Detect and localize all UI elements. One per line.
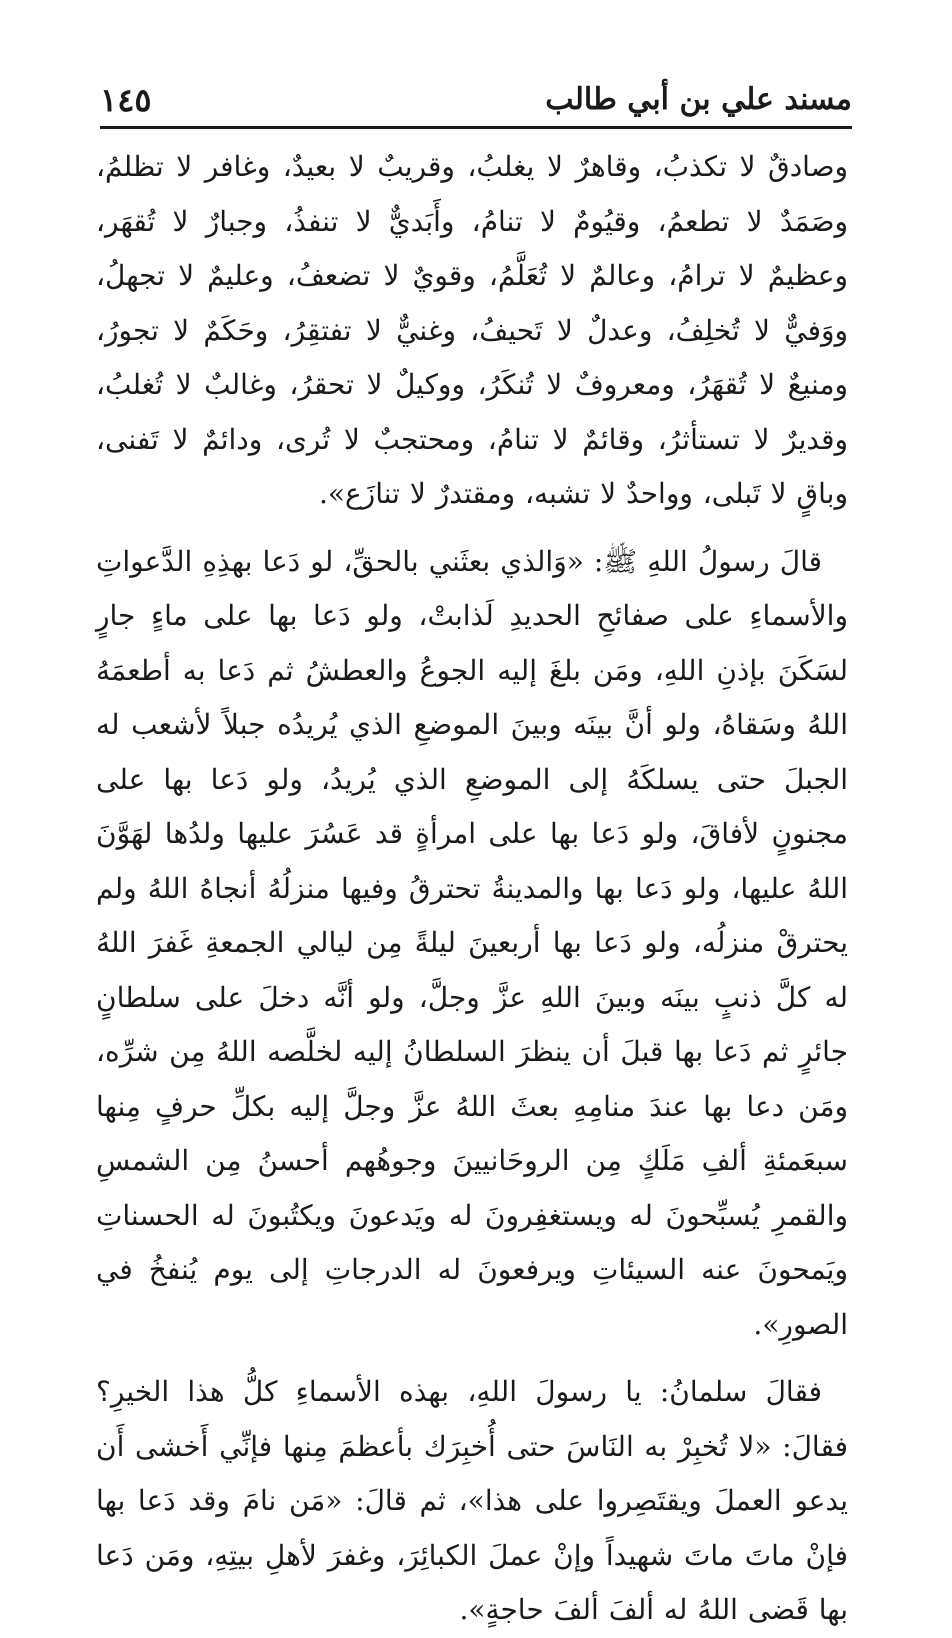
page-number: ١٤٥ (100, 81, 152, 119)
paragraph-2: قالَ رسولُ اللهِ ﷺ: «وَالذي بعثَني بالحقِّ، لو دَعا بهذِهِ الدَّعواتِ والأسماءِ على صفائحِ الحديدِ لَذابتْ، ولو دَعا بها على ماءٍ جارٍ لسَكَنَ بإذنِ اللهِ، ومَن بلغَ إليه الجوعُ والعطشُ ثم دَعا به أطعمَهُ اللهُ وسَقاهُ، ولو أنَّ بينَه وبينَ الموضعِ الذي يُريدُه جبلاً لأشعب له الجبلَ حتى يسلكَهُ إلى الموضعِ الذي يُريدُ، ولو دَعا بها على مجنونٍ لأفاقَ، ولو دَعا بها على امرأةٍ قد عَسُرَ عليها ولدُها لهَوَّنَ اللهُ عليها، ولو دَعا بها والمدينةُ تحترقُ وفيها منزلُهُ أنجاهُ اللهُ ولم يحترقْ منزلُه، ولو دَعا بها أربعينَ ليلةً مِن ليالي الجمعةِ غَفرَ اللهُ له كلَّ ذنبٍ بينَه وبينَ اللهِ عزَّ وجلَّ، ولو أنَّه دخلَ على سلطانٍ جائرٍ ثم دَعا بها قبلَ أن ينظرَ السلطانُ إليه لخلَّصه اللهُ مِن شرِّه، ومَن دعا بها عندَ منامِهِ بعثَ اللهُ عزَّ وجلَّ إليه بكلِّ حرفٍ مِنها سبعَمئةِ ألفِ مَلَكٍ مِن الروحَانيينَ وجوهُهم أحسنُ مِن الشمسِ والقمرِ يُسبِّحونَ له ويستغفِرونَ له ويَدعونَ ويكتُبونَ له الحسناتِ ويَمحونَ عنه السيئاتِ ويرفعونَ له الدرجاتِ إلى يوم يُنفخُ في الصورِ». (96, 544, 849, 1341)
body-text (96, 140, 848, 1638)
paragraph-1: وصادقٌ لا تكذبُ، وقاهرٌ لا يغلبُ، وقريبٌ لا بعيدٌ، وغافر لا تظلمُ، وصَمَدٌ لا تطعمُ، وقيُومٌ لا تنامُ، وأَبَديٌّ لا تنفذُ، وجبارٌ لا تُقهَر، وعظيمٌ لا ترامُ، وعالمٌ لا تُعَلَّمُ، وقويٌ لا تضعفُ، وعليمٌ لا تجهلُ، ووَفيٌّ لا تُخلِفُ، وعدلٌ لا تَحيفُ، وغنيٌّ لا تفتقِرُ، وحَكَمٌ لا تجورُ، ومنيعٌ لا تُقهَرُ، ومعروفٌ لا تُنكَرُ، ووكيلٌ لا تحقرُ، وغالبٌ لا تُغلبُ، وقديرٌ لا تستأثرُ، وقائمٌ لا تنامُ، ومحتجبٌ لا تُرى، ودائمٌ لا تَفنى، وباقٍ لا تَبلى، وواحدٌ لا تشبه، ومقتدرٌ لا تنازَع». (96, 150, 849, 510)
header-rule (100, 126, 852, 129)
running-title: مسند علي بن أبي طالب (545, 82, 852, 117)
page-header (100, 78, 852, 126)
paragraph-3: فقالَ سلمانُ: يا رسولَ اللهِ، بهذه الأسماءِ كلُّ هذا الخيرِ؟ فقالَ: «لا تُخبِرْ به النَاسَ حتى أُخبِرَك بأعظمَ مِنها فإنِّي أَخشى أَن يدعو العملَ ويقتَصِروا على هذا»، ثم قالَ: «مَن نامَ وقد دَعا بها فإنْ ماتَ ماتَ شهيداً وإنْ عملَ الكبائِرَ، وغفرَ لأهلِ بيتِهِ، ومَن دَعا بها قَضى اللهُ له ألفَ ألفَ حاجةٍ». (96, 1375, 848, 1626)
